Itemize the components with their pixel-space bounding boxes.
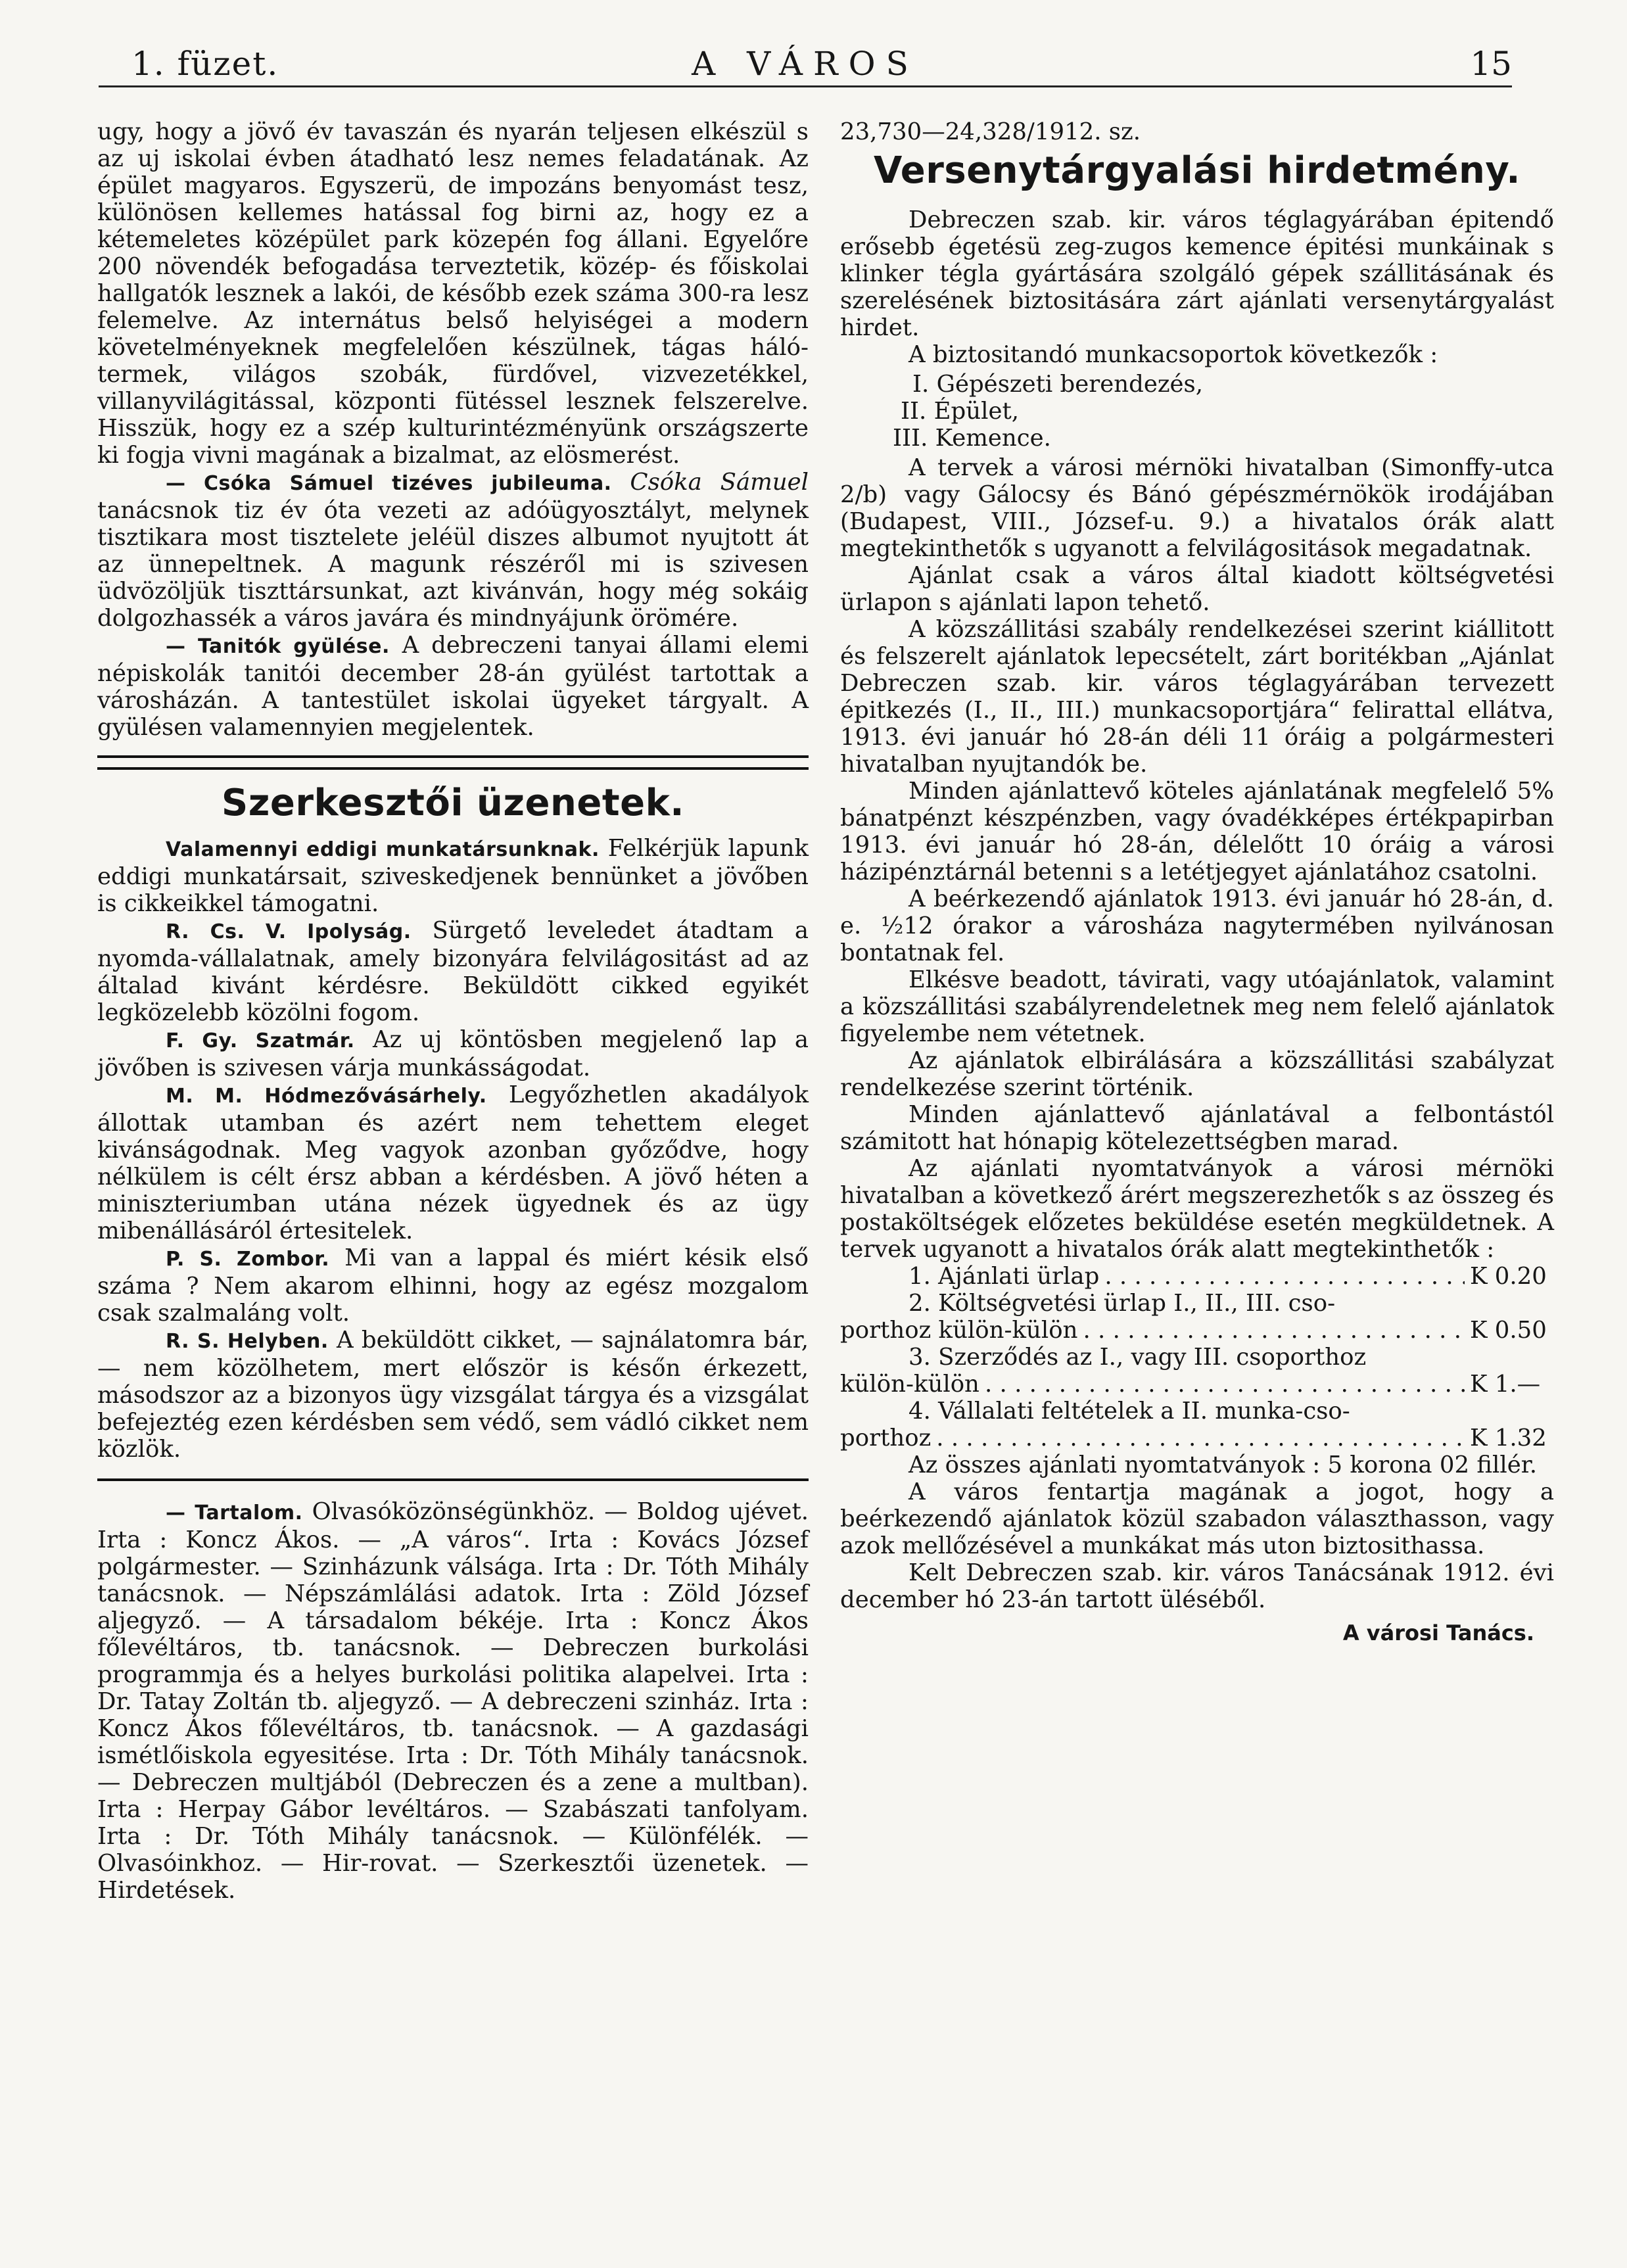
price-value: K 1.32: [1470, 1425, 1547, 1452]
section-divider: [97, 1478, 809, 1481]
message-body: Mi van a lappal és miért késik első száma ? Nem akarom elhinni, hogy az egész mozgalom csak szalmaláng volt.: [97, 1244, 809, 1327]
list-item: I. Gépészeti berendezés,: [912, 371, 1204, 398]
price-item-label-cont: porthoz külön-külön: [840, 1317, 1078, 1344]
price-value: K 1.—: [1470, 1371, 1541, 1398]
price-item: [840, 1398, 1554, 1452]
announcement-paragraph: A város fentartja magának a jogot, hogy a beérkezendő ajánlatok közül szabadon választhasson, vagy azok mellőzésével a munkákat más uton biztosithassa.: [840, 1478, 1554, 1559]
price-list: [840, 1263, 1554, 1452]
news-item-title: — Tanitók gyülése.: [166, 635, 390, 658]
price-item: [840, 1290, 1554, 1344]
news-item-body: tanácsnok tiz év óta vezeti az adóügyosztályt, melynek tisztikara most tisztelete jeléül diszes albumot nyujtott át az ünnepeltnek. A magunk részéről mi is szivesen üdvözöljük tiszttársunkat, azt kivánván, hogy még sokáig dolgozhassék a város javára és mindnyájunk örömére.: [97, 497, 809, 632]
news-item-body: A debreczeni tanyai állami elemi népiskolák tanitói december 28-án gyülést tartottak a városházán. A tantestület iskolai ügyeket tárgyalt. A gyülésen valamennyien megjelentek.: [97, 632, 809, 741]
announcement-paragraph: Az összes ajánlati nyomtatványok : 5 korona 02 fillér.: [908, 1452, 1538, 1478]
editorial-message: [97, 835, 809, 917]
message-body: Legyőzhetlen akadályok állottak utamban és azért nem tehettem eleget kivánságodnak. Meg vagyok azonban győződve, hogy nélkülem is célt érsz abban a kérdésben. A jövő héten a miniszteriumban utána nézek ügyednek és az ügy mibenállásáról értesitelek.: [97, 1081, 809, 1244]
toc-body: Olvasóközönségünkhöz. — Boldog ujévet. Irta : Koncz Ákos. — „A város“. Irta : Kovács József polgármester. — Szinházunk válsága. Irta : Dr. Tóth Mihály tanácsnok. — Népszámlálási adatok. Irta : Zöld József aljegyző. — A társadalom békéje. Irta : Koncz Ákos főlevéltáros, tb. tanácsnok. — Debreczen burkolási programmja és a helyes burkolási politika alapelvei. Irta : Dr. Tatay Zoltán tb. aljegyző. — A debreczeni szinház. Irta : Koncz Ákos főlevéltáros, tb. tanácsnok. — A gazdasági ismétlőiskola egyesitése. Irta : Dr. Tóth Mihály tanácsnok. — Debreczen multjából (Debreczen és a zene a multban). Irta : Herpay Gábor levéltáros. — Szabászati tanfolyam. Irta : Dr. Tóth Mihály tanácsnok. — Különfélék. — Olvasóinkhoz. — Hir-rovat. — Szerkesztői üzenetek. — Hirdetések.: [97, 1498, 809, 1904]
leader-dots: [1104, 1263, 1465, 1290]
publication-title: A VÁROS: [692, 45, 919, 83]
news-item-gyules: [97, 632, 809, 741]
announcement-paragraph: A biztositandó munkacsoportok következők :: [908, 341, 1438, 368]
left-column: [97, 118, 809, 1904]
message-recipient: R. Cs. V. Ipolyság.: [166, 920, 412, 943]
reference-number: 23,730—24,328/1912. sz.: [840, 118, 1141, 145]
price-item: [840, 1344, 1554, 1398]
announcement-paragraph: Az ajánlatok elbirálására a közszállitási szabályzat rendelkezése szerint történik.: [840, 1047, 1554, 1101]
signature: A városi Tanács.: [1342, 1620, 1534, 1645]
editorial-heading: Szerkesztői üzenetek.: [221, 782, 685, 824]
header-rule: [99, 85, 1512, 87]
announcement-paragraph: Az ajánlati nyomtatványok a városi mérnöki hivatalban a következő árért megszerezhetők s az összeg és postaköltségek előzetes beküldése esetén megküldetnek. A tervek ugyanott a hivatalos órák alatt megtekinthetők :: [840, 1155, 1554, 1263]
announcement-paragraph: A beérkezendő ajánlatok 1913. évi január hó 28-án, d. e. ½12 órakor a városháza nagytermében nyilvánosan bontatnak fel.: [840, 886, 1554, 966]
price-item-label: 4. Vállalati feltételek a II. munka-cso-: [908, 1398, 1350, 1425]
price-item-label: 2. Költségvetési ürlap I., II., III. cso-: [908, 1290, 1336, 1317]
work-groups-list: [840, 371, 1554, 452]
message-body: A beküldött cikket, — sajnálatomra bár, — nem közölhetem, mert először is későn érkezett, másodszor az a bizonyos ügy vizsgálat tárgya és a vizsgálat befejeztég ezen kérdésben sem védő, sem vádló cikket nem közlök.: [97, 1327, 809, 1463]
price-item-label-cont: külön-külön: [840, 1371, 979, 1398]
announcement-paragraph: Kelt Debreczen szab. kir. város Tanácsának 1912. évi december hó 23-án tartott üléséből.: [840, 1559, 1554, 1613]
editorial-message: [97, 1327, 809, 1463]
price-item-label-cont: porthoz: [840, 1425, 931, 1452]
editorial-message: [97, 1081, 809, 1244]
message-body: Sürgető leveledet átadtam a nyomda-vállalatnak, amely bizonyára felvilágositást ad az általad kivánt kérdésre. Beküldött cikked egyikét legközelebb közölni fogom.: [97, 917, 809, 1026]
message-recipient: Valamennyi eddigi munkatársunknak.: [166, 838, 600, 861]
table-of-contents: [97, 1498, 809, 1904]
right-column: [840, 118, 1554, 1647]
section-divider: [97, 755, 809, 770]
price-value: K 0.50: [1470, 1317, 1547, 1344]
message-recipient: P. S. Zombor.: [166, 1248, 330, 1271]
announcement-paragraph: Minden ajánlattevő köteles ajánlatának megfelelő 5% bánatpénzt készpénzben, vagy óvadékképes értékpapirban 1913. évi január hó 28-án, délelőtt 10 óráig a városi házipénztárnál betenni s a letétjegyet ajánlatához csatolni.: [840, 778, 1554, 886]
news-item-jubileum: [97, 469, 809, 632]
announcement-paragraph: Minden ajánlattevő ajánlatával a felbontástól számitott hat hónapig kötelezettségben marad.: [840, 1101, 1554, 1155]
price-value: K 0.20: [1470, 1263, 1547, 1290]
price-item-label: 1. Ajánlati ürlap: [908, 1263, 1100, 1290]
issue-label: 1. füzet.: [131, 45, 279, 83]
announcement-paragraph: A közszállitási szabály rendelkezései szerint kiállitott és felszerelt ajánlatok lepecsételt, zárt boritékban „Ajánlat Debreczen szab. kir. város téglagyárában tervezett épitkezés (I., II., III.) munkacsoportjára“ felirattal ellátva, 1913. évi január hó 28-án déli 11 óráig a polgármesteri hivatalban nyujtandók be.: [840, 616, 1554, 778]
page-number: 15: [1470, 45, 1512, 83]
list-item: II. Épület,: [901, 398, 1020, 425]
message-recipient: M. M. Hódmezővásárhely.: [166, 1085, 487, 1108]
message-recipient: F. Gy. Szatmár.: [166, 1029, 355, 1052]
announcement-paragraph: A tervek a városi mérnöki hivatalban (Simonffy-utca 2/b) vagy Gálocsy és Bánó gépészmérnökök irodájában (Budapest, VIII., József-u. 9.) a hivatalos órák alatt megtekinthetők s ugyanott a felvilágositások megadatnak.: [840, 454, 1554, 562]
message-recipient: R. S. Helyben.: [166, 1330, 329, 1353]
leader-dots: [936, 1425, 1465, 1452]
page-header: [99, 39, 1512, 92]
article-continuation: ugy, hogy a jövő év tavaszán és nyarán teljesen elkészül s az uj iskolai évben átadható lesz nemes feladatának. Az épület magyaros. Egyszerü, de impozáns benyomást tesz, különösen kellemes hatással fog birni az, hogy ez a kétemeletes középület park közepén fog állani. Egyelőre 200 növendék befogadása terveztetik, közép- és főiskolai hallgatók lesznek a lakói, de később ezek száma 300-ra lesz felemelve. Az internátus belső helyiségei a modern követelményeknek megfelelően készülnek, tágas háló-termek, világos szobák, fürdővel, vizvezetékkel, villanyvilágitással, központi fütéssel lesznek felszerelve. Hisszük, hogy ez a szép kulturintézményünk országszerte ki fogja vivni magának a bizalmat, az elösmerést.: [97, 118, 809, 469]
price-item: [840, 1263, 1554, 1290]
message-body: Felkérjük lapunk eddigi munkatársait, sziveskedjenek bennünket a jövőben is cikkeikkel támogatni.: [97, 835, 809, 917]
list-item: III. Kemence.: [893, 425, 1051, 452]
toc-title: — Tartalom.: [166, 1501, 303, 1524]
news-item-title: — Csóka Sámuel tizéves jubileuma.: [166, 472, 612, 495]
announcement-paragraph: Debreczen szab. kir. város téglagyárában épitendő erősebb égetésü zeg-zugos kemence épitési munkáinak s klinker tégla gyártására szolgáló gépek szállitásának és szerelésének biztositására zárt ajánlati versenytárgyalást hirdet.: [840, 206, 1554, 341]
editorial-message: [97, 917, 809, 1026]
announcement-title: Versenytárgyalási hirdetmény.: [874, 149, 1521, 192]
editorial-message: [97, 1026, 809, 1081]
editorial-message: [97, 1244, 809, 1327]
price-item-label: 3. Szerződés az I., vagy III. csoporthoz: [908, 1344, 1367, 1371]
announcement-paragraph: Ajánlat csak a város által kiadott költségvetési ürlapon s ajánlati lapon tehető.: [840, 562, 1554, 616]
person-name: Csóka Sámuel: [630, 469, 809, 496]
message-body: Az uj köntösben megjelenő lap a jövőben is szivesen várja munkásságodat.: [97, 1026, 809, 1081]
leader-dots: [985, 1371, 1465, 1398]
leader-dots: [1083, 1317, 1465, 1344]
announcement-paragraph: Elkésve beadott, távirati, vagy utóajánlatok, valamint a közszállitási szabályrendeletnek meg nem felelő ajánlatok figyelembe nem vétetnek.: [840, 966, 1554, 1047]
